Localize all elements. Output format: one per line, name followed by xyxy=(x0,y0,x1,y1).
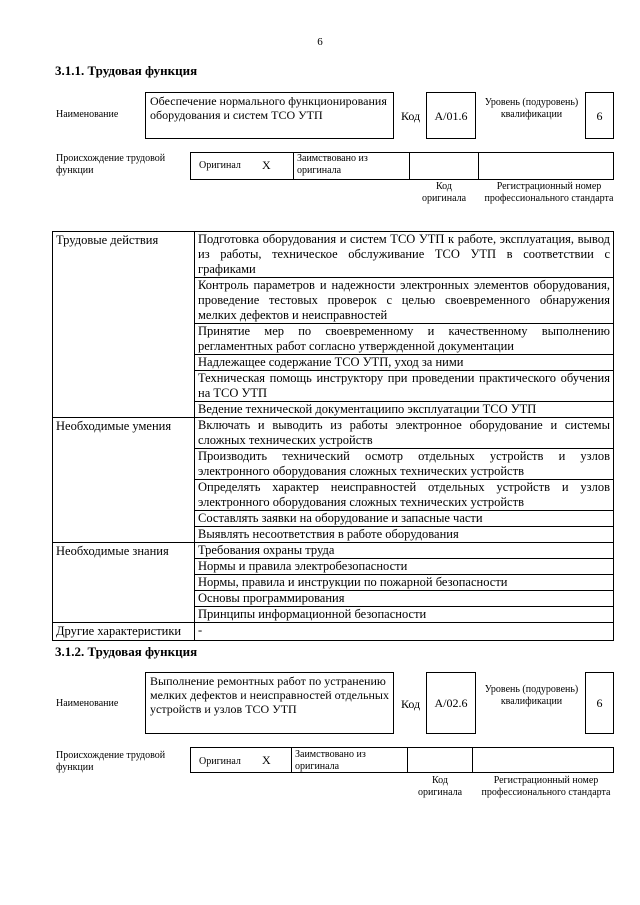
table-row: Техническая помощь инструктору при проведении практического обучения на ТСО УТП xyxy=(195,370,613,401)
group-label: Необходимые знания xyxy=(53,543,195,622)
table-row: Составлять заявки на оборудование и запасные части xyxy=(195,510,613,526)
table-group xyxy=(53,232,613,417)
table-row: Требования охраны труда xyxy=(198,543,335,557)
section-title: 3.1.2. Трудовая функция xyxy=(55,644,198,659)
table-row: Выявлять несоответствия в работе оборудования xyxy=(195,526,613,542)
section-title: 3.1.1. Трудовая функция xyxy=(55,63,198,78)
code-value-box xyxy=(426,672,476,734)
name-label: Наименование xyxy=(56,109,119,120)
code-value-box xyxy=(426,92,476,139)
qualification-level-box xyxy=(585,672,614,734)
table-row: Контроль параметров и надежности электронных элементов оборудования, проведение тестовых проверок с целью своевременного обнаружения мелких дефектов и неисправностей xyxy=(195,277,613,323)
table-row: Ведение технической документациипо эксплуатации ТСО УТП xyxy=(195,401,613,417)
qualification-level-value: 6 xyxy=(596,696,603,710)
table-row: - xyxy=(198,623,203,637)
table-group xyxy=(53,417,613,542)
name-label: Наименование xyxy=(56,698,119,709)
qualification-level-label: Уровень (подуровень) квалификации xyxy=(484,684,579,707)
function-details-table xyxy=(52,231,614,641)
origin-label: Происхождение трудовой функции xyxy=(56,750,166,773)
original-mark: X xyxy=(262,753,271,767)
code-value: A/01.6 xyxy=(434,108,468,123)
group-label: Трудовые действия xyxy=(53,232,195,417)
function-name-box xyxy=(145,92,394,139)
qualification-level-box xyxy=(585,92,614,139)
borrowed-label: Заимствовано из оригинала xyxy=(297,153,368,176)
code-label: Код xyxy=(401,109,421,123)
table-row: Основы программирования xyxy=(195,590,613,606)
table-row: Подготовка оборудования и систем ТСО УТП к работе, эксплуатация, вывод из работы, техническое обслуживание ТСО УТП в соответствии с графиками xyxy=(198,232,610,276)
table-group xyxy=(53,622,613,640)
qualification-level-label: Уровень (подуровень) квалификации xyxy=(484,97,579,120)
origin-label: Происхождение трудовой функции xyxy=(56,153,166,176)
table-group xyxy=(53,542,613,622)
table-row: Принципы информационной безопасности xyxy=(195,606,613,622)
qualification-level-value: 6 xyxy=(596,108,603,123)
table-row: Принятие мер по своевременному и качественному выполнению регламентных работ согласно утвержденной документации xyxy=(195,323,613,354)
origin-code-caption: Код оригинала xyxy=(417,775,463,798)
table-row: Включать и выводить из работы электронное оборудование и системы сложных технических устройств xyxy=(198,418,610,447)
code-value: A/02.6 xyxy=(434,696,468,710)
original-label: Оригинал xyxy=(199,756,241,767)
group-label: Другие характеристики xyxy=(53,623,195,640)
borrowed-label: Заимствовано из оригинала xyxy=(295,749,366,772)
group-label: Необходимые умения xyxy=(53,418,195,542)
original-label: Оригинал xyxy=(199,160,241,171)
table-row: Нормы, правила и инструкции по пожарной безопасности xyxy=(195,574,613,590)
original-mark: X xyxy=(262,158,271,172)
table-row: Производить технический осмотр отдельных устройств и узлов электронного оборудования сложных технических устройств xyxy=(195,448,613,479)
function-name-value: Выполнение ремонтных работ по устранению мелких дефектов и неисправностей отдельных устройств и узлов ТСО УТП xyxy=(150,674,389,716)
registration-number-caption: Регистрационный номер профессионального стандарта xyxy=(484,181,614,204)
table-row: Нормы и правила электробезопасности xyxy=(195,558,613,574)
function-name-value: Обеспечение нормального функционирования оборудования и систем ТСО УТП xyxy=(150,94,387,122)
registration-number-caption: Регистрационный номер профессионального стандарта xyxy=(481,775,611,798)
function-name-box xyxy=(145,672,394,734)
page-number: 6 xyxy=(317,36,323,48)
origin-code-caption: Код оригинала xyxy=(421,181,467,204)
code-label: Код xyxy=(401,697,421,711)
table-row: Определять характер неисправностей отдельных устройств и узлов электронного оборудования сложных технических устройств xyxy=(195,479,613,510)
table-row: Надлежащее содержание ТСО УТП, уход за ними xyxy=(195,354,613,370)
